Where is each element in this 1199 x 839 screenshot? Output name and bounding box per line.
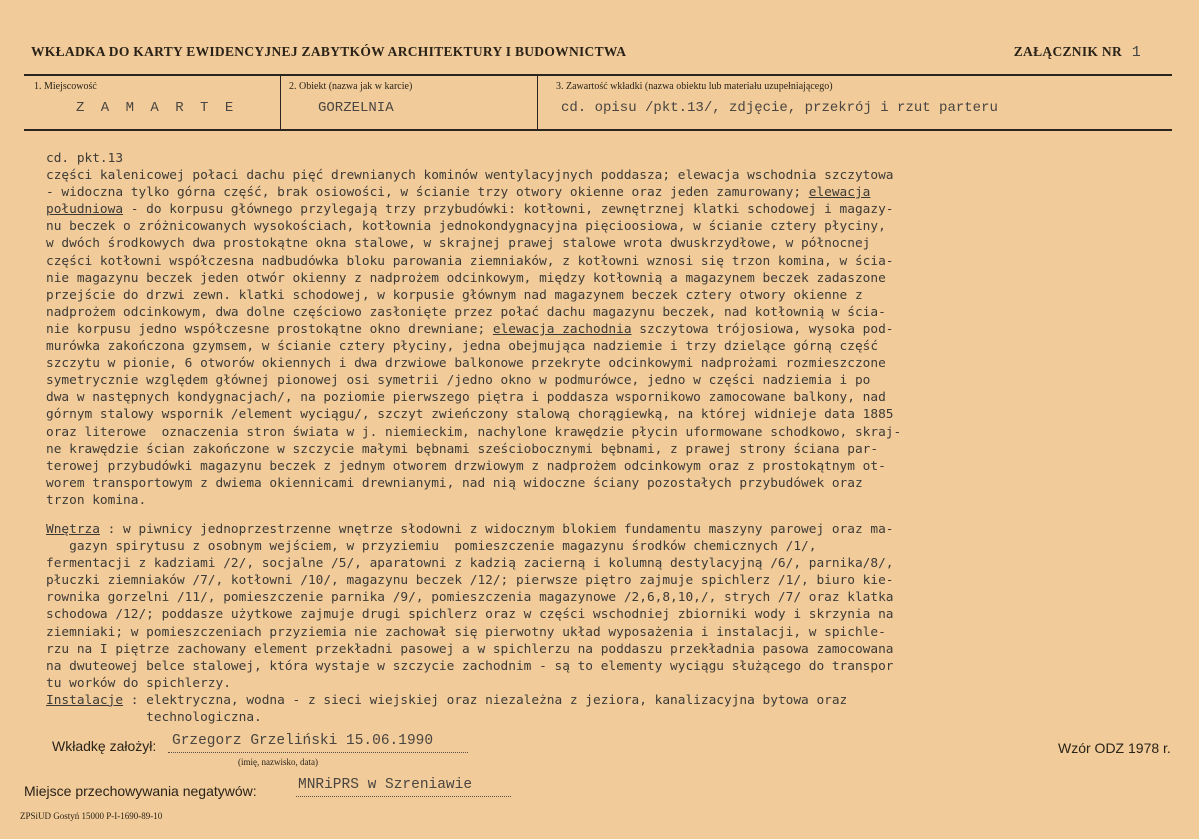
description-line: nu beczek o zróżnicowanych wysokościach, kotłownia jednokondygnacyjna pięcioosiowa, w ścianie cztery płyciny,	[46, 219, 886, 235]
interiors-line: tu worków do spichlerzy.	[46, 675, 231, 691]
top-rule	[24, 74, 1172, 76]
installations-line: Instalacje : elektryczna, wodna - z sieci wiejskiej oraz niezależna z jeziora, kanalizacyjna bytowa oraz	[46, 692, 848, 708]
locality-value: Z A M A R T E	[76, 100, 238, 116]
fields-divider-1	[280, 75, 281, 130]
interiors-line: Wnętrza : w piwnicy jednoprzestrzenne wnętrze słodowni z widocznym blokiem fundamentu maszyny parowej oraz ma-	[46, 521, 894, 537]
attachment-label: ZAŁĄCZNIK NR	[1013, 44, 1122, 59]
negatives-line	[296, 796, 511, 797]
description-line: murówka zakończona gzymsem, w ścianie cztery płyciny, jedna obejmująca nadziemie i trzy dzielące górną część	[46, 339, 879, 355]
interiors-line: schodowa /12/; poddasze użytkowe zajmuje drugi spichlerz oraz w części wschodniej zbiorniki wody i skrzynia na	[46, 607, 894, 623]
description-line: oraz literowe oznaczenia stron świata w j. niemieckim, nachylone krawędzie płycin uformowane schodkowo, skraj-	[46, 424, 902, 440]
section-heading: Instalacje	[46, 692, 124, 708]
description-line: nadprożem odcinkowym, dwa dolne częściowo zasłonięte przez połać dachu magazynu beczek, nad kotłownią w ścia-	[46, 304, 886, 320]
description-line: nie korpusu jedno współczesne prostokątne okno drewniane; elewacja zachodnia szczytowa trójosiowa, wysoka pod-	[46, 321, 894, 337]
negatives-label: Miejsce przechowywania negatywów:	[24, 783, 257, 799]
interiors-line: gazyn spirytusu z osobnym wejściem, w przyziemiu pomieszczenie magazynu środków chemicznych /1/,	[46, 539, 817, 555]
insert-content-value: cd. opisu /pkt.13/, zdjęcie, przekrój i rzut parteru	[561, 100, 998, 116]
insert-content-label: 3. Zawartość wkładki (nazwa obiektu lub materiału uzupełniającego)	[556, 81, 833, 92]
description-line: trzon komina.	[46, 492, 147, 508]
form-template-label: Wzór ODZ 1978 r.	[1058, 740, 1171, 756]
object-label: 2. Obiekt (nazwa jak w karcie)	[289, 81, 413, 92]
description-line: części kalenicowej połaci dachu pięć drewnianych kominów wentylacyjnych poddasza; elewacja wschodnia szczytowa	[46, 168, 894, 184]
description-line: przejście do drzwi zewn. klatki schodowej, w korpusie głównym nad magazynem beczek cztery otwory okienne z	[46, 287, 863, 303]
section-heading: południowa	[46, 202, 124, 218]
interiors-line: rzu na I piętrze zachowany element przekładni pasowej a w spichlerzu na poddaszu przekładnia pasowa zamocowana	[46, 641, 894, 657]
description-line: worem transportowym z dwiema okiennicami drewnianymi, nad nią widoczne ściany pozostałych przybudówek oraz	[46, 475, 863, 491]
author-label: Wkładkę założył:	[52, 738, 157, 754]
object-value: GORZELNIA	[318, 100, 394, 116]
description-line: szczytu w pionie, 6 otworów okiennych i dwa drzwiowe balkonowe przekryte odcinkowymi nadprożami rozmieszczone	[46, 356, 886, 372]
description-line: - widoczna tylko górna część, brak osiowości, w ścianie trzy otwory okienne oraz jeden zamurowany; elewacja	[46, 185, 871, 201]
interiors-paragraph	[46, 521, 1166, 692]
description-line: cd. pkt.13	[46, 151, 124, 166]
author-line	[168, 752, 468, 753]
description-line: południowa - do korpusu głównego przylegają trzy przybudówki: kotłowni, zewnętrznej klatki schodowej i magazy-	[46, 202, 894, 218]
section-heading: elewacja	[808, 185, 871, 201]
print-info: ZPSiUD Gostyń 15000 P-I-1690-89-10	[20, 811, 163, 821]
description-line: terowej przybudówki magazynu beczek z jednym otworem drzwiowym z nadprożem odcinkowym oraz z prostokątnym ot-	[46, 458, 886, 474]
negatives-value: MNRiPRS w Szreniawie	[298, 777, 473, 793]
description-paragraph	[46, 150, 1166, 509]
interiors-line: fermentacji z kadziami /2/, socjalne /5/, aparatowni z kadzią zacierną i kolumną destylacyjną /6/, parnika/8/,	[46, 556, 894, 572]
description-line: części kotłowni współczesna nadbudówka bloku parowania ziemniaków, z kotłowni wznosi się trzon komina, w ścia-	[46, 253, 894, 269]
author-hint: (imię, nazwisko, data)	[238, 757, 318, 767]
description-line: symetrycznie względem głównej pionowej osi symetrii /jedno okno w podmurówce, jedno w części nadziemia i po	[46, 373, 871, 389]
description-line: ne krawędzie ścian zakończone w szczycie małymi bębnami sześciobocznymi bębnami, z prawej strony ściana par-	[46, 441, 879, 457]
section-heading: elewacja zachodnia	[492, 321, 632, 337]
description-body	[46, 150, 1166, 726]
document-title: WKŁADKA DO KARTY EWIDENCYJNEJ ZABYTKÓW ARCHITEKTURY I BUDOWNICTWA	[31, 44, 627, 59]
attachment-number-value: 1	[1131, 44, 1141, 61]
installations-line: technologiczna.	[46, 710, 262, 725]
description-line: nie magazynu beczek jeden otwór okienny z nadprożem odcinkowym, między kotłownią a magazynem beczek zadaszone	[46, 270, 886, 286]
attachment-number	[1014, 44, 1141, 61]
interiors-line: na dwuteowej belce stalowej, która wystaje w szczycie zachodnim - są to elementy wyciągu służącego do transpor	[46, 658, 894, 674]
author-value: Grzegorz Grzeliński 15.06.1990	[172, 733, 434, 749]
description-line: górnym stalowy wspornik /element wyciągu/, szczyt zwieńczony stalową chorągiewką, na której widnieje data 1885	[46, 407, 894, 423]
interiors-line: płuczki ziemniaków /7/, kotłowni /10/, magazynu beczek /12/; pierwsze piętro zajmuje spichlerz /1/, biuro kie-	[46, 573, 894, 589]
fields-divider-2	[537, 75, 538, 130]
description-line: dwa w następnych kondygnacjach/, na poziomie pierwszego piętra i poddasza wspornikowo zamocowane balkony, nad	[46, 390, 886, 406]
interiors-line: rownika gorzelni /11/, pomieszczenie parnika /9/, pomieszczenia magazynowe /2,6,8,10,/, strych /7/ oraz klatka	[46, 590, 894, 606]
interiors-line: ziemniaki; w pomieszczeniach przyziemia nie zachował się pierwotny układ wyposażenia i instalacji, w spichle-	[46, 624, 886, 640]
description-line: w dwóch środkowych dwa prostokątne okna stalowe, w skrajnej prawej stalowe wrota dwuskrzydłowe, w północnej	[46, 236, 871, 252]
locality-label: 1. Miejscowość	[34, 81, 97, 92]
section-heading: Wnętrza	[46, 521, 100, 537]
installations-paragraph	[46, 692, 1166, 726]
fields-bottom-rule	[24, 129, 1172, 131]
